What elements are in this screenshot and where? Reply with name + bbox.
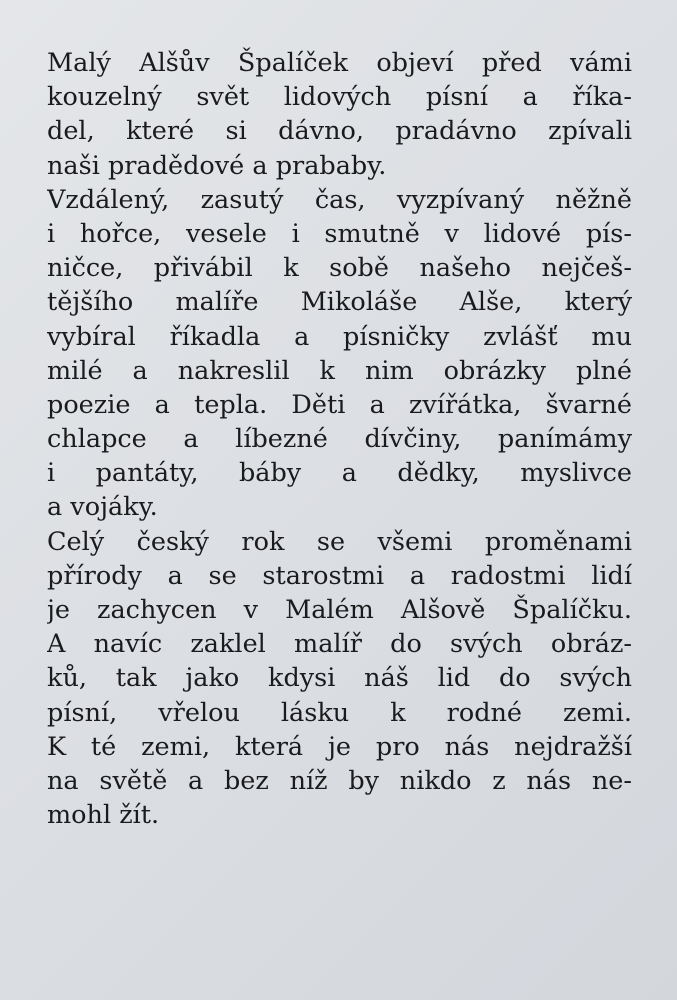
paragraph-2-line-1: Vzdálený, zasutý čas, vyzpívaný něžně	[47, 184, 632, 215]
paragraph-1-line-1: Malý Alšův Špalíček objeví před vámi	[47, 48, 632, 78]
paragraph-3-line-9: mohl žít.	[47, 800, 160, 831]
paragraph-2-line-10: a vojáky.	[47, 492, 158, 523]
paragraph-3-line-6: písní, vřelou lásku k rodné zemi.	[47, 697, 632, 728]
paragraph-1-line-3: del, které si dávno, pradávno zpívali	[47, 116, 632, 147]
paragraph-2-line-2: i hořce, vesele i smutně v lidové pís-	[47, 218, 632, 249]
paragraph-2-line-9: i pantáty, báby a dědky, myslivce	[47, 458, 632, 489]
paragraph-2-line-8: chlapce a líbezné dívčiny, panímámy	[47, 424, 632, 455]
paragraph-3-line-7: K té zemi, která je pro nás nejdražší	[47, 731, 632, 762]
paragraph-1-line-2: kouzelný svět lidových písní a říka-	[47, 82, 632, 113]
paragraph-2-line-6: milé a nakreslil k nim obrázky plné	[47, 355, 632, 386]
paragraph-2-line-5: vybíral říkadla a písničky zvlášť mu	[47, 321, 632, 352]
paragraph-2-line-4: tějšího malíře Mikoláše Alše, který	[47, 287, 632, 318]
paragraph-1-line-4: naši pradědové a prababy.	[47, 150, 387, 181]
paragraph-3-line-2: přírody a se starostmi a radostmi lidí	[47, 560, 632, 591]
paragraph-3-line-8: na světě a bez níž by nikdo z nás ne-	[47, 765, 632, 796]
paragraph-3-line-1: Celý český rok se všemi proměnami	[47, 526, 632, 557]
paragraph-3-line-4: A navíc zaklel malíř do svých obráz-	[47, 629, 632, 660]
paragraph-2-line-3: ničce, přivábil k sobě našeho nejčeš-	[47, 253, 632, 284]
text-block	[47, 46, 632, 832]
paragraph-3-line-3: je zachycen v Malém Alšově Špalíčku.	[47, 595, 632, 625]
paragraph-2-line-7: poezie a tepla. Děti a zvířátka, švarné	[47, 389, 632, 420]
paragraph-3-line-5: ků, tak jako kdysi náš lid do svých	[47, 663, 632, 694]
